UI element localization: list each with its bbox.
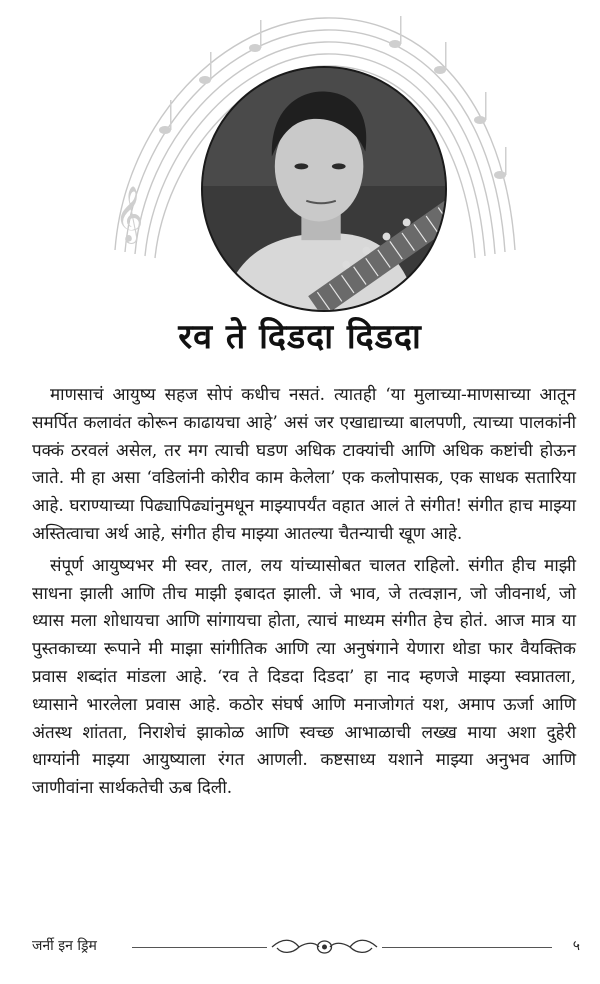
chapter-body [32, 382, 576, 803]
svg-text:𝄞: 𝄞 [115, 186, 144, 242]
page-footer [32, 934, 580, 960]
footer-ornament-icon [267, 934, 382, 960]
footer-divider [382, 947, 552, 948]
chapter-title: रव ते दिडदा दिडदा [178, 317, 422, 357]
footer-divider [132, 947, 267, 948]
paragraph: माणसाचं आयुष्य सहज सोपं कधीच नसतं. त्यातही ‘या मुलाच्या-माणसाच्या आतून समर्पित कलावंत कोरून काढायचा आहे’ असं जर एखाद्याच्या बालपणी, त्याच्या पालकांनी पक्कं ठरवलं असेल, तर मग त्याची घडण अधिक टाक्यांची आणि अधिक कष्टांची होऊन जाते. मी हा असा ‘वडिलांनी कोरीव काम केलेला’ एक कलोपासक, एक साधक सतारिया आहे. घराण्याच्या पिढ्यापिढ्यांनुमधून माझ्यापर्यंत वहात आलं ते संगीत! संगीत हाच माझ्या अस्तित्वाचा अर्थ आहे, संगीत हीच माझ्या आतल्या चैतन्याची खूण आहे. [32, 385, 576, 544]
page-number: ५ [572, 938, 580, 954]
paragraph: संपूर्ण आयुष्यभर मी स्वर, ताल, लय यांच्यासोबत चालत राहिलो. संगीत हीच माझी साधना झाली आणि तीच माझी इबादत झाली. जे भाव, जे तत्वज्ञान, जो जीवनार्थ, जो ध्यास मला शोधायचा आणि सांगायचा होता, त्याचं माध्यम संगीत हेच होतं. आज मात्र या पुस्तकाच्या रूपाने मी माझा सांगीतिक आणि त्या अनुषंगाने येणारा थोडा फार वैयक्तिक प्रवास शब्दांत मांडला आहे. ‘रव ते दिडदा दिडदा’ हा नाद म्हणजे माझ्या स्वप्नातला, ध्यासाने भारलेला प्रवास आहे. कठोर संघर्ष आणि मनाजोगतं यश, अमाप ऊर्जा आणि अंतस्थ शांतता, निराशेचं झाकोळ आणि स्वच्छ आभाळाची लख्ख माया अशा दुहेरी धाग्यांनी माझ्या आयुष्याला रंगत आणली. कष्टसाध्य यशाने माझ्या अनुभव आणि जाणीवांना सार्थकतेची ऊब दिली. [32, 555, 576, 799]
sitar-player-photo [201, 66, 447, 312]
footer-book-title: जर्नी इन ड्रिम [32, 938, 97, 954]
